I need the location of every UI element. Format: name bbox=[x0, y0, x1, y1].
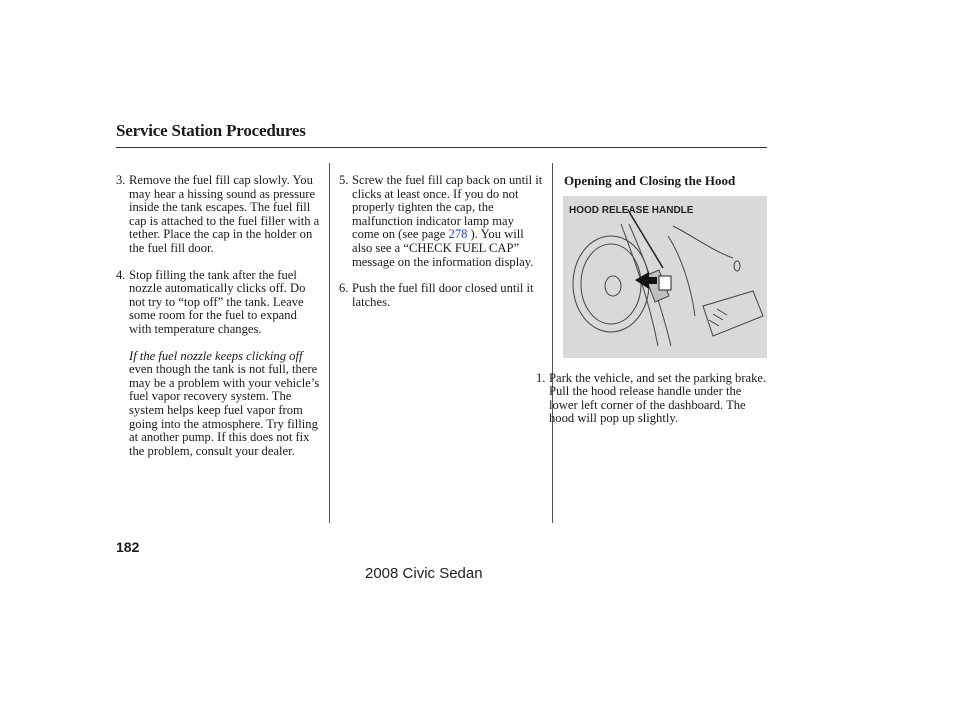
step-text-part: ). You will also see a “CHECK FUEL CAP” message on the information display. bbox=[352, 227, 534, 269]
page-link[interactable]: 278 bbox=[448, 227, 468, 242]
step-6 bbox=[339, 282, 544, 309]
step-text bbox=[352, 174, 544, 269]
figure-label: HOOD RELEASE HANDLE bbox=[569, 204, 694, 216]
column-1 bbox=[116, 174, 321, 458]
step-text-part: Screw the fuel fill cap back on until it clicks at least once. If you do not properly tighten the cap, the malfunction indicator lamp may come on (see page bbox=[352, 173, 543, 242]
step-3 bbox=[116, 174, 321, 256]
hood-release-illustration bbox=[563, 196, 767, 358]
note-heading: If the fuel nozzle keeps clicking off bbox=[129, 348, 303, 363]
step-4 bbox=[116, 269, 321, 337]
step-text: Park the vehicle, and set the parking brake. Pull the hood release handle under the lower left corner of the dashboard. The hood will pop up slightly. bbox=[549, 370, 767, 426]
step-number: 5. bbox=[339, 173, 349, 187]
header-rule bbox=[116, 147, 767, 148]
column-2 bbox=[339, 174, 544, 322]
page-number: 182 bbox=[116, 539, 140, 555]
hood-release-drawing bbox=[563, 196, 767, 358]
step-number: 3. bbox=[116, 173, 126, 187]
note-text: even though the tank is not full, there may be a problem with your vehicle’s fuel vapor recovery system. The system helps keep fuel vapor from going into the atmosphere. Try filling at another pump. If this does not fix the problem, consult your dealer. bbox=[129, 362, 320, 458]
column-divider-1 bbox=[329, 163, 330, 523]
step-text: Push the fuel fill door closed until it latches. bbox=[352, 281, 534, 309]
column-3 bbox=[536, 174, 770, 439]
page-title: Service Station Procedures bbox=[116, 121, 306, 140]
section-heading: Opening and Closing the Hood bbox=[564, 173, 736, 188]
step-5 bbox=[339, 174, 544, 269]
step-number: 1. bbox=[536, 370, 546, 385]
step-number: 4. bbox=[116, 267, 126, 282]
step-text: Remove the fuel fill cap slowly. You may hear a hissing sound as pressure inside the tank escapes. The fuel fill cap is attached to the fuel filler with a tether. Place the cap in the holder on the fuel fill door. bbox=[129, 173, 320, 255]
step-number: 6. bbox=[339, 281, 349, 296]
footer-model: 2008 Civic Sedan bbox=[365, 565, 483, 582]
step-1 bbox=[536, 372, 770, 426]
step-text: Stop filling the tank after the fuel nozzle automatically clicks off. Do not try to “top off” the tank. Leave some room for the fuel to expand with temperature changes. bbox=[129, 267, 306, 336]
